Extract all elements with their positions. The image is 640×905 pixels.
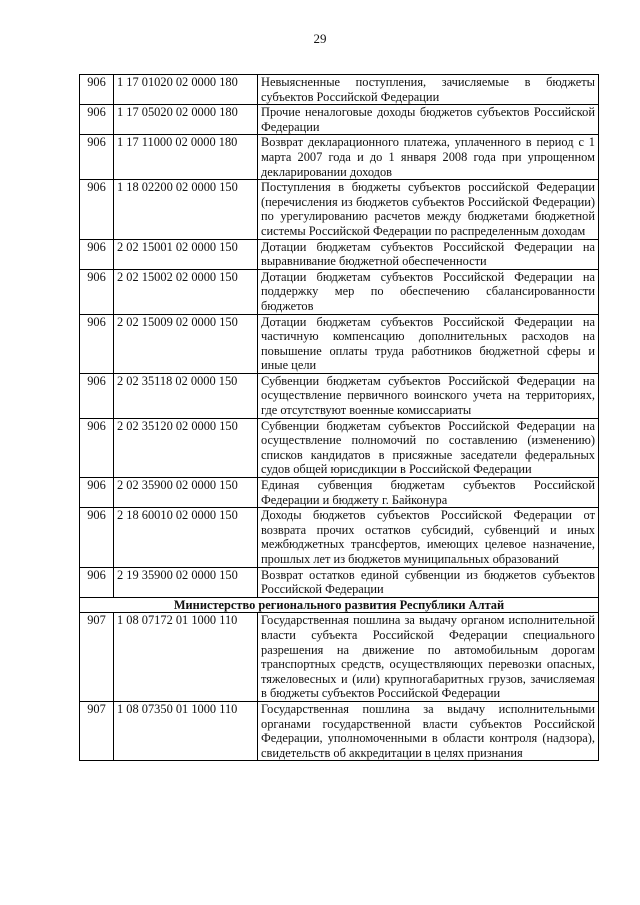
budget-code-cell: 2 02 15001 02 0000 150 (114, 239, 258, 269)
table-row (80, 75, 599, 105)
budget-code-cell: 2 18 60010 02 0000 150 (114, 508, 258, 567)
table-row (80, 701, 599, 760)
budget-code-cell: 1 08 07172 01 1000 110 (114, 613, 258, 702)
budget-code-cell: 1 17 05020 02 0000 180 (114, 105, 258, 135)
section-title: Министерство регионального развития Республики Алтай (80, 597, 599, 613)
description-cell: Дотации бюджетам субъектов Российской Федерации на поддержку мер по обеспечению сбалансированности бюджетов (258, 269, 599, 314)
revenue-codes-table (79, 74, 599, 761)
table-row (80, 373, 599, 418)
admin-code-cell: 907 (80, 613, 114, 702)
budget-code-cell: 1 18 02200 02 0000 150 (114, 180, 258, 239)
description-cell: Дотации бюджетам субъектов Российской Федерации на частичную компенсацию дополнительных расходов на повышение оплаты труда работников бюджетной сферы и иные цели (258, 314, 599, 373)
table-row (80, 105, 599, 135)
section-row (80, 597, 599, 613)
admin-code-cell: 906 (80, 105, 114, 135)
description-cell: Государственная пошлина за выдачу исполнительными органами государственной власти субъектов Российской Федерации, уполномоченными в области контроля (надзора), свидетельств об аккредитации в целях признания (258, 701, 599, 760)
description-cell: Дотации бюджетам субъектов Российской Федерации на выравнивание бюджетной обеспеченности (258, 239, 599, 269)
description-cell: Государственная пошлина за выдачу органом исполнительной власти субъекта Российской Федерации специального разрешения на движение по автомобильным дорогам транспортных средств, осуществляющих перевозки опасных, тяжеловесных и (или) крупногабаритных грузов, зачисляемая в бюджеты субъектов Российской Федерации (258, 613, 599, 702)
budget-code-cell: 2 19 35900 02 0000 150 (114, 567, 258, 597)
admin-code-cell: 906 (80, 269, 114, 314)
table-row (80, 418, 599, 477)
table-row (80, 567, 599, 597)
admin-code-cell: 906 (80, 508, 114, 567)
table-row (80, 239, 599, 269)
table-row (80, 478, 599, 508)
budget-code-cell: 1 17 11000 02 0000 180 (114, 135, 258, 180)
budget-code-cell: 2 02 35120 02 0000 150 (114, 418, 258, 477)
budget-code-cell: 1 17 01020 02 0000 180 (114, 75, 258, 105)
page-number: 29 (313, 31, 327, 46)
budget-code-cell: 2 02 15009 02 0000 150 (114, 314, 258, 373)
description-cell: Поступления в бюджеты субъектов российской Федерации (перечисления из бюджетов субъектов Российской Федерации) по урегулированию расчетов между бюджетами бюджетной системы Российской Федерации по распределенным доходам (258, 180, 599, 239)
table-row (80, 314, 599, 373)
admin-code-cell: 906 (80, 180, 114, 239)
admin-code-cell: 906 (80, 418, 114, 477)
table-row (80, 180, 599, 239)
description-cell: Возврат остатков единой субвенции из бюджетов субъектов Российской Федерации (258, 567, 599, 597)
description-cell: Невыясненные поступления, зачисляемые в бюджеты субъектов Российской Федерации (258, 75, 599, 105)
admin-code-cell: 906 (80, 567, 114, 597)
admin-code-cell: 906 (80, 314, 114, 373)
admin-code-cell: 907 (80, 701, 114, 760)
description-cell: Субвенции бюджетам субъектов Российской Федерации на осуществление полномочий по составлению (изменению) списков кандидатов в присяжные заседатели федеральных судов общей юрисдикции в Российской Федерации (258, 418, 599, 477)
table-row (80, 135, 599, 180)
admin-code-cell: 906 (80, 373, 114, 418)
description-cell: Субвенции бюджетам субъектов Российской Федерации на осуществление первичного воинского учета на территориях, где отсутствуют военные комиссариаты (258, 373, 599, 418)
budget-code-cell: 2 02 35118 02 0000 150 (114, 373, 258, 418)
table-row (80, 269, 599, 314)
description-cell: Возврат декларационного платежа, уплаченного в период с 1 марта 2007 года и до 1 января 2008 года при упрощенном декларировании доходов (258, 135, 599, 180)
description-cell: Единая субвенция бюджетам субъектов Российской Федерации и бюджету г. Байконура (258, 478, 599, 508)
budget-code-cell: 1 08 07350 01 1000 110 (114, 701, 258, 760)
table-row (80, 613, 599, 702)
budget-code-cell: 2 02 35900 02 0000 150 (114, 478, 258, 508)
admin-code-cell: 906 (80, 135, 114, 180)
admin-code-cell: 906 (80, 239, 114, 269)
table-row (80, 508, 599, 567)
admin-code-cell: 906 (80, 75, 114, 105)
description-cell: Доходы бюджетов субъектов Российской Федерации от возврата прочих остатков субсидий, субвенций и иных межбюджетных трансфертов, имеющих целевое назначение, прошлых лет из бюджетов муниципальных образований (258, 508, 599, 567)
description-cell: Прочие неналоговые доходы бюджетов субъектов Российской Федерации (258, 105, 599, 135)
admin-code-cell: 906 (80, 478, 114, 508)
budget-code-cell: 2 02 15002 02 0000 150 (114, 269, 258, 314)
